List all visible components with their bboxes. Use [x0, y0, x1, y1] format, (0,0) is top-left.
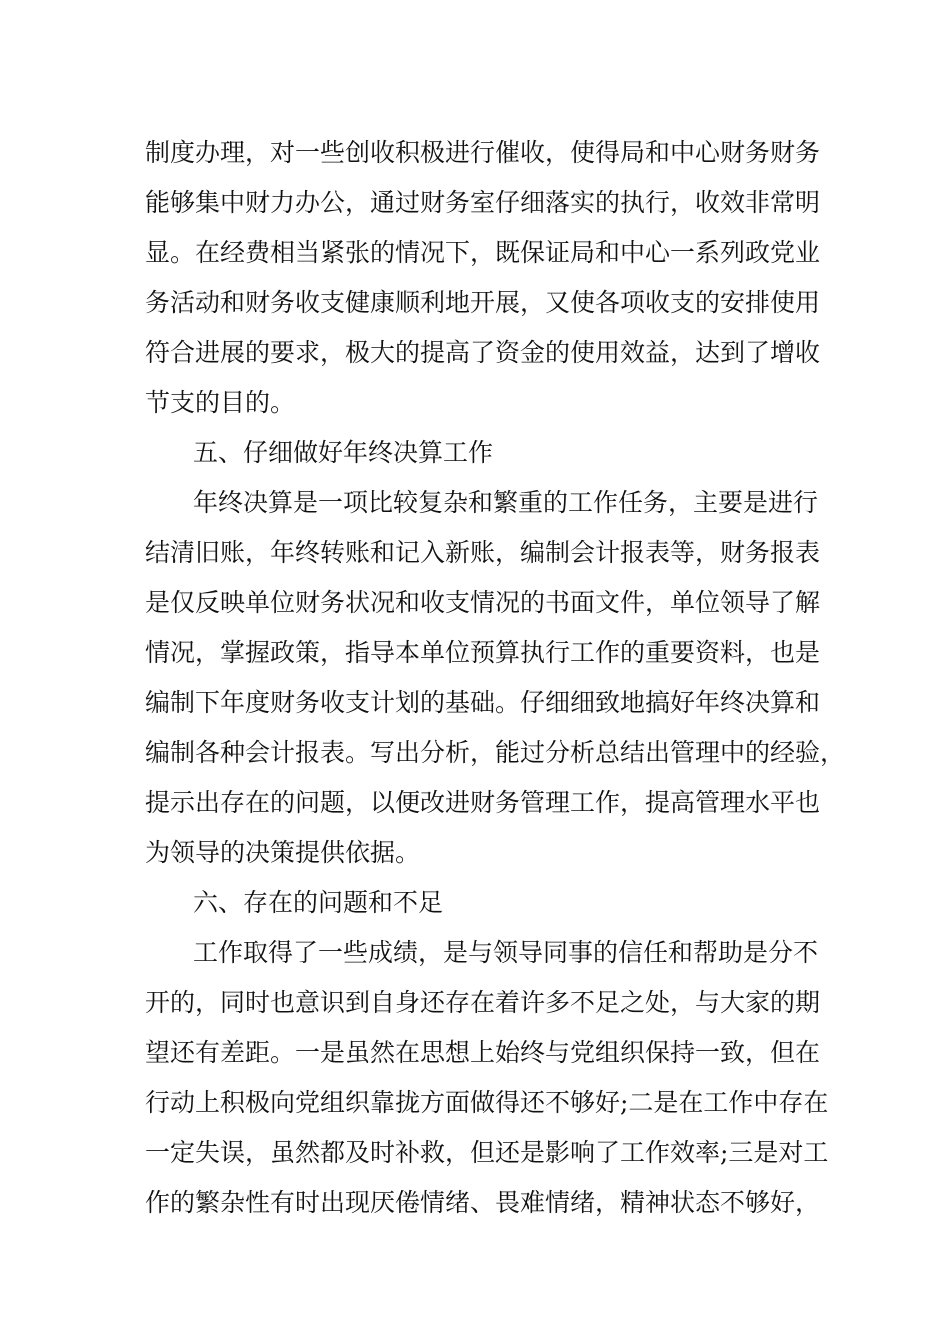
text-line: 一定失误，虽然都及时补救，但还是影响了工作效率;三是对工	[145, 1138, 829, 1167]
text-line: 作的繁杂性有时出现厌倦情绪、畏难情绪，精神状态不够好，	[145, 1188, 821, 1217]
text-line: 开的，同时也意识到自身还存在着许多不足之处，与大家的期	[145, 988, 821, 1017]
text-line: 务活动和财务收支健康顺利地开展，又使各项收支的安排使用	[145, 288, 821, 317]
section-heading: 六、存在的问题和不足	[193, 888, 444, 917]
text-line: 望还有差距。一是虽然在思想上始终与党组织保持一致，但在	[145, 1038, 821, 1067]
text-line: 年终决算是一项比较复杂和繁重的工作任务，主要是进行	[193, 488, 819, 517]
text-line: 节支的目的。	[145, 388, 296, 417]
text-line: 制度办理，对一些创收积极进行催收，使得局和中心财务财务	[145, 138, 821, 167]
text-line: 显。在经费相当紧张的情况下，既保证局和中心一系列政党业	[145, 238, 821, 267]
text-line: 符合进展的要求，极大的提高了资金的使用效益，达到了增收	[145, 338, 821, 367]
text-line: 编制各种会计报表。写出分析，能过分析总结出管理中的经验，	[145, 738, 846, 767]
text-line: 情况，掌握政策，指导本单位预算执行工作的重要资料，也是	[145, 638, 821, 667]
text-line: 行动上积极向党组织靠拢方面做得还不够好;二是在工作中存在	[145, 1088, 829, 1117]
text-line: 是仅反映单位财务状况和收支情况的书面文件，单位领导了解	[145, 588, 821, 617]
text-line: 结清旧账，年终转账和记入新账，编制会计报表等，财务报表	[145, 538, 821, 567]
text-line: 工作取得了一些成绩，是与领导同事的信任和帮助是分不	[193, 938, 819, 967]
text-line: 为领导的决策提供依据。	[145, 838, 421, 867]
text-line: 提示出存在的问题，以便改进财务管理工作，提高管理水平也	[145, 788, 821, 817]
text-line: 能够集中财力办公，通过财务室仔细落实的执行，收效非常明	[145, 188, 821, 217]
text-line: 编制下年度财务收支计划的基础。仔细细致地搞好年终决算和	[145, 688, 821, 717]
section-heading: 五、仔细做好年终决算工作	[193, 438, 494, 467]
